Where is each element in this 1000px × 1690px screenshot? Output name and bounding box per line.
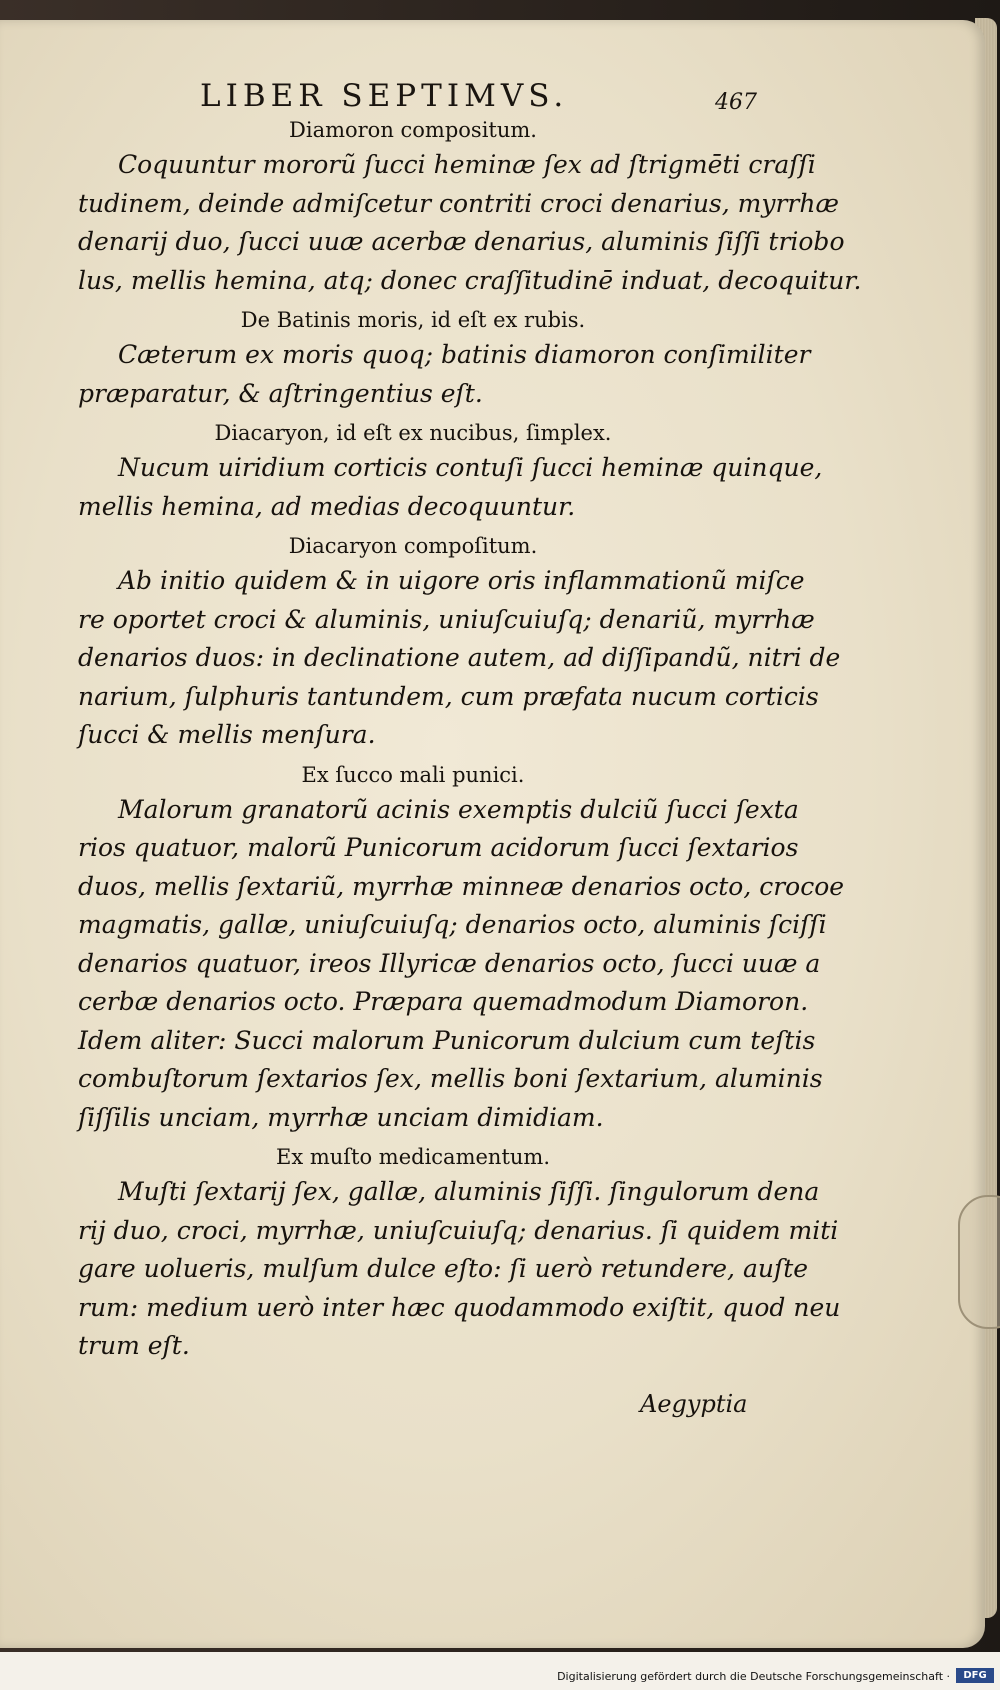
text-line: denarios duos: in declinatione autem, ad diſſipandũ, nitri de [78, 643, 841, 672]
text-line: Cæterum ex moris quoq; batinis diamoron conſimiliter [118, 340, 811, 369]
section-diacaryon-compositum [78, 534, 841, 755]
dfg-logo: DFG [956, 1668, 994, 1683]
text-line: trum eſt. [78, 1331, 190, 1360]
text-line: rij duo, croci, myrrhæ, uniuſcuiuſq; denarius. ſi quidem miti [78, 1215, 839, 1245]
digitization-credit: Digitalisierung gefördert durch die Deutsche Forschungsgemeinschaft · [557, 1670, 950, 1683]
page-number: 467 [715, 90, 757, 115]
text-line: Ab initio quidem & in uigore oris inflammationũ miſce [118, 566, 805, 595]
text-line: Nucum uiridium corticis contuſi ſucci heminæ quinque, [118, 453, 823, 482]
section-mali-punici [78, 762, 845, 1138]
main-text [78, 110, 862, 1366]
text-line: denarij duo, ſucci uuæ acerbæ denarius, aluminis ſiſſi triobo [78, 227, 845, 256]
text-line: rum: medium uerò inter hæc quodammodo exiſtit, quod neu [78, 1292, 841, 1322]
running-head: LIBER SEPTIMVS. [200, 78, 569, 114]
text-line: Malorum granatorũ acinis exemptis dulciũ ſucci ſexta [118, 794, 799, 824]
text-line: denarios quatuor, ireos Illyricæ denarios octo, ſucci uuæ a [78, 948, 821, 978]
text-line: Coquuntur mororũ ſucci heminæ ſex ad ſtrigmēti craſſi [118, 150, 816, 179]
section-heading: Ex ſucco mali punici. [301, 762, 525, 787]
text-line: duos, mellis ſextariũ, myrrhæ minneæ denarios octo, crocoe [78, 871, 845, 901]
text-line: rios quatuor, malorũ Punicorum acidorum ſucci ſextarios [78, 833, 799, 862]
text-line: gare uolueris, mulſum dulce eſto: ſi uerò retundere, auſte [78, 1254, 809, 1283]
text-line: tudinem, deinde admiſcetur contriti croci denarius, myrrhæ [78, 188, 839, 218]
catchword: Aegyptia [640, 1390, 748, 1418]
text-line: Muſti ſextarij ſex, gallæ, aluminis ſiſſi. ſingulorum dena [118, 1177, 820, 1206]
section-heading: De Batinis moris, id eſt ex rubis. [240, 308, 586, 332]
section-heading: Diamoron compositum. [289, 118, 537, 142]
book-clasp [958, 1195, 1000, 1329]
text-line: Idem aliter: Succi malorum Punicorum dulcium cum teſtis [78, 1025, 816, 1055]
text-line: cerbæ denarios octo. Præpara quemadmodum Diamoron. [78, 987, 809, 1016]
section-heading: Ex muſto medicamentum. [275, 1145, 550, 1169]
section-heading: Diacaryon compoſitum. [288, 534, 538, 558]
section-diacaryon-simplex [78, 421, 823, 526]
text-line: ſucci & mellis menſura. [78, 720, 376, 749]
text-line: re oportet croci & aluminis, uniuſcuiuſq; denariũ, myrrhæ [78, 604, 815, 634]
text-line: lus, mellis hemina, atq; donec craſſitudinē induat, decoquitur. [78, 265, 862, 295]
section-diamoron [78, 118, 862, 300]
text-line: combuſtorum ſextarios ſex, mellis boni ſextarium, aluminis [78, 1064, 823, 1093]
text-line: ſiſſilis unciam, myrrhæ unciam dimidiam. [78, 1102, 604, 1132]
section-batinis [78, 308, 811, 413]
section-musto [78, 1145, 841, 1366]
text-line: præparatur, & aſtringentius eſt. [78, 378, 483, 408]
section-heading: Diacaryon, id eſt ex nucibus, ſimplex. [214, 421, 612, 445]
text-line: narium, ſulphuris tantundem, cum præfata nucum corticis [78, 681, 819, 711]
text-line: mellis hemina, ad medias decoquuntur. [78, 491, 576, 521]
text-line: magmatis, gallæ, uniuſcuiuſq; denarios octo, aluminis ſciſſi [78, 910, 827, 939]
